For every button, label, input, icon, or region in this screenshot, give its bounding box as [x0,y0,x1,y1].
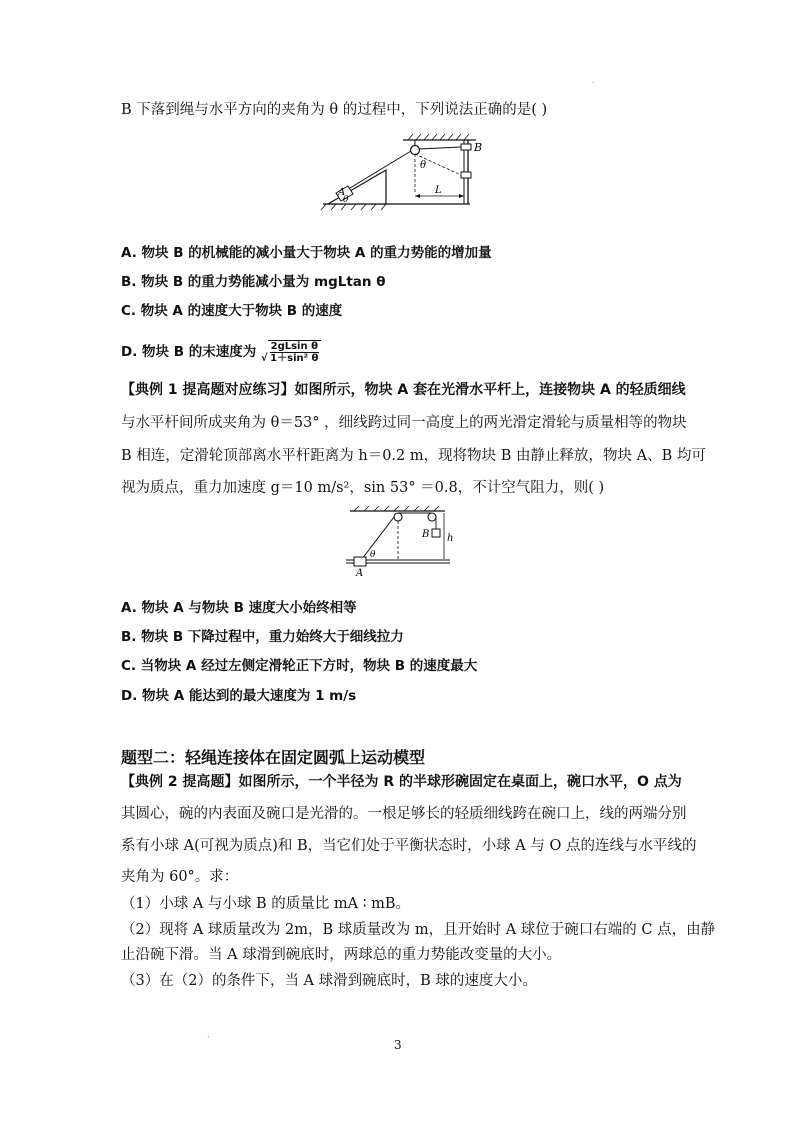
label-b-2: B [422,529,430,540]
option-c-2: C. 当物块 A 经过左侧定滑轮正下方时，物块 B 的速度最大 [121,658,478,674]
question-intro: B 下落到绳与水平方向的夹角为 θ 的过程中，下列说法正确的是( ) [121,102,548,118]
label-a: A [338,187,346,198]
option-a-1: A. 物块 B 的机械能的减小量大于物块 A 的重力势能的增加量 [121,245,492,261]
example2-line-3: 系有小球 A(可视为质点)和 B，当它们处于平衡状态时，小球 A 与 O 点的连线与水平线的 [121,838,697,854]
scan-dot-bottom: . [207,1030,210,1039]
label-h: h [447,533,454,544]
option-b-1: B. 物块 B 的重力势能减小量为 mgLtan θ [121,274,386,290]
label-a-2: A [356,568,364,577]
formula-numerator: 2gLsin θ [270,341,318,352]
label-theta-top: θ [420,160,427,171]
example2-q3: （3）在（2）的条件下，当 A 球滑到碗底时，B 球的速度大小。 [121,973,537,989]
option-d-1-text: D. 物块 B 的末速度为 [121,344,257,360]
example1-line-3: B 相连，定滑轮顶部离水平杆距离为 h＝0.2 m，现将物块 B 由静止释放，物块 A、B 均可 [121,448,706,464]
scan-dot: . [592,76,595,85]
figure-rod-pulleys [340,505,460,577]
example2-line-1: 【典例 2 提高题】如图所示，一个半径为 R 的半球形碗固定在桌面上，碗口水平，O 点为 [121,774,682,790]
option-b-2: B. 物块 B 下降过程中，重力始终大于细线拉力 [121,629,404,645]
page-number: 3 [394,1038,402,1052]
example2-q2-line2: 止沿碗下滑。当 A 球滑到碗底时，两球总的重力势能改变量的大小。 [121,947,562,963]
option-c-1: C. 物块 A 的速度大于物块 B 的速度 [121,303,343,319]
option-d-1 [121,340,321,364]
label-theta-bottom: θ [343,195,349,205]
example2-q1: （1）小球 A 与小球 B 的质量比 mA ∶ mB。 [121,896,411,912]
example2-line-2: 其圆心，碗的内表面及碗口是光滑的。一根足够长的轻质细线跨在碗口上，线的两端分别 [121,806,687,822]
label-b: B [474,141,483,154]
figure-incline-pulley [318,130,498,212]
option-a-2: A. 物块 A 与物块 B 速度大小始终相等 [121,600,357,616]
example2-line-4: 夹角为 60°。求： [121,869,239,885]
formula-denominator: 1＋sin² θ [270,353,319,364]
label-l: L [435,185,442,196]
section-title: 题型二：轻绳连接体在固定圆弧上运动模型 [121,748,426,767]
option-d-2: D. 物块 A 能达到的最大速度为 1 m/s [121,688,357,704]
example1-line-2: 与水平杆间所成夹角为 θ＝53° ，细线跨过同一高度上的两光滑定滑轮与质量相等的物块 [121,415,687,431]
example1-line-4: 视为质点，重力加速度 g＝10 m/s²，sin 53° ＝0.8，不计空气阻力，则( ) [121,480,605,496]
sqrt-formula: √ $\frac{\text{2gLsin θ}}{\text{1＋sin² θ}}$ [261,340,321,364]
example1-line-1: 【典例 1 提高题对应练习】如图所示，物块 A 套在光滑水平杆上，连接物块 A 的轻质细线 [121,382,686,398]
example2-q2-line1: （2）现将 A 球质量改为 2m，B 球质量改为 m，且开始时 A 球位于碗口右端的 C 点，由静 [121,922,716,938]
label-theta-2: θ [370,550,376,560]
